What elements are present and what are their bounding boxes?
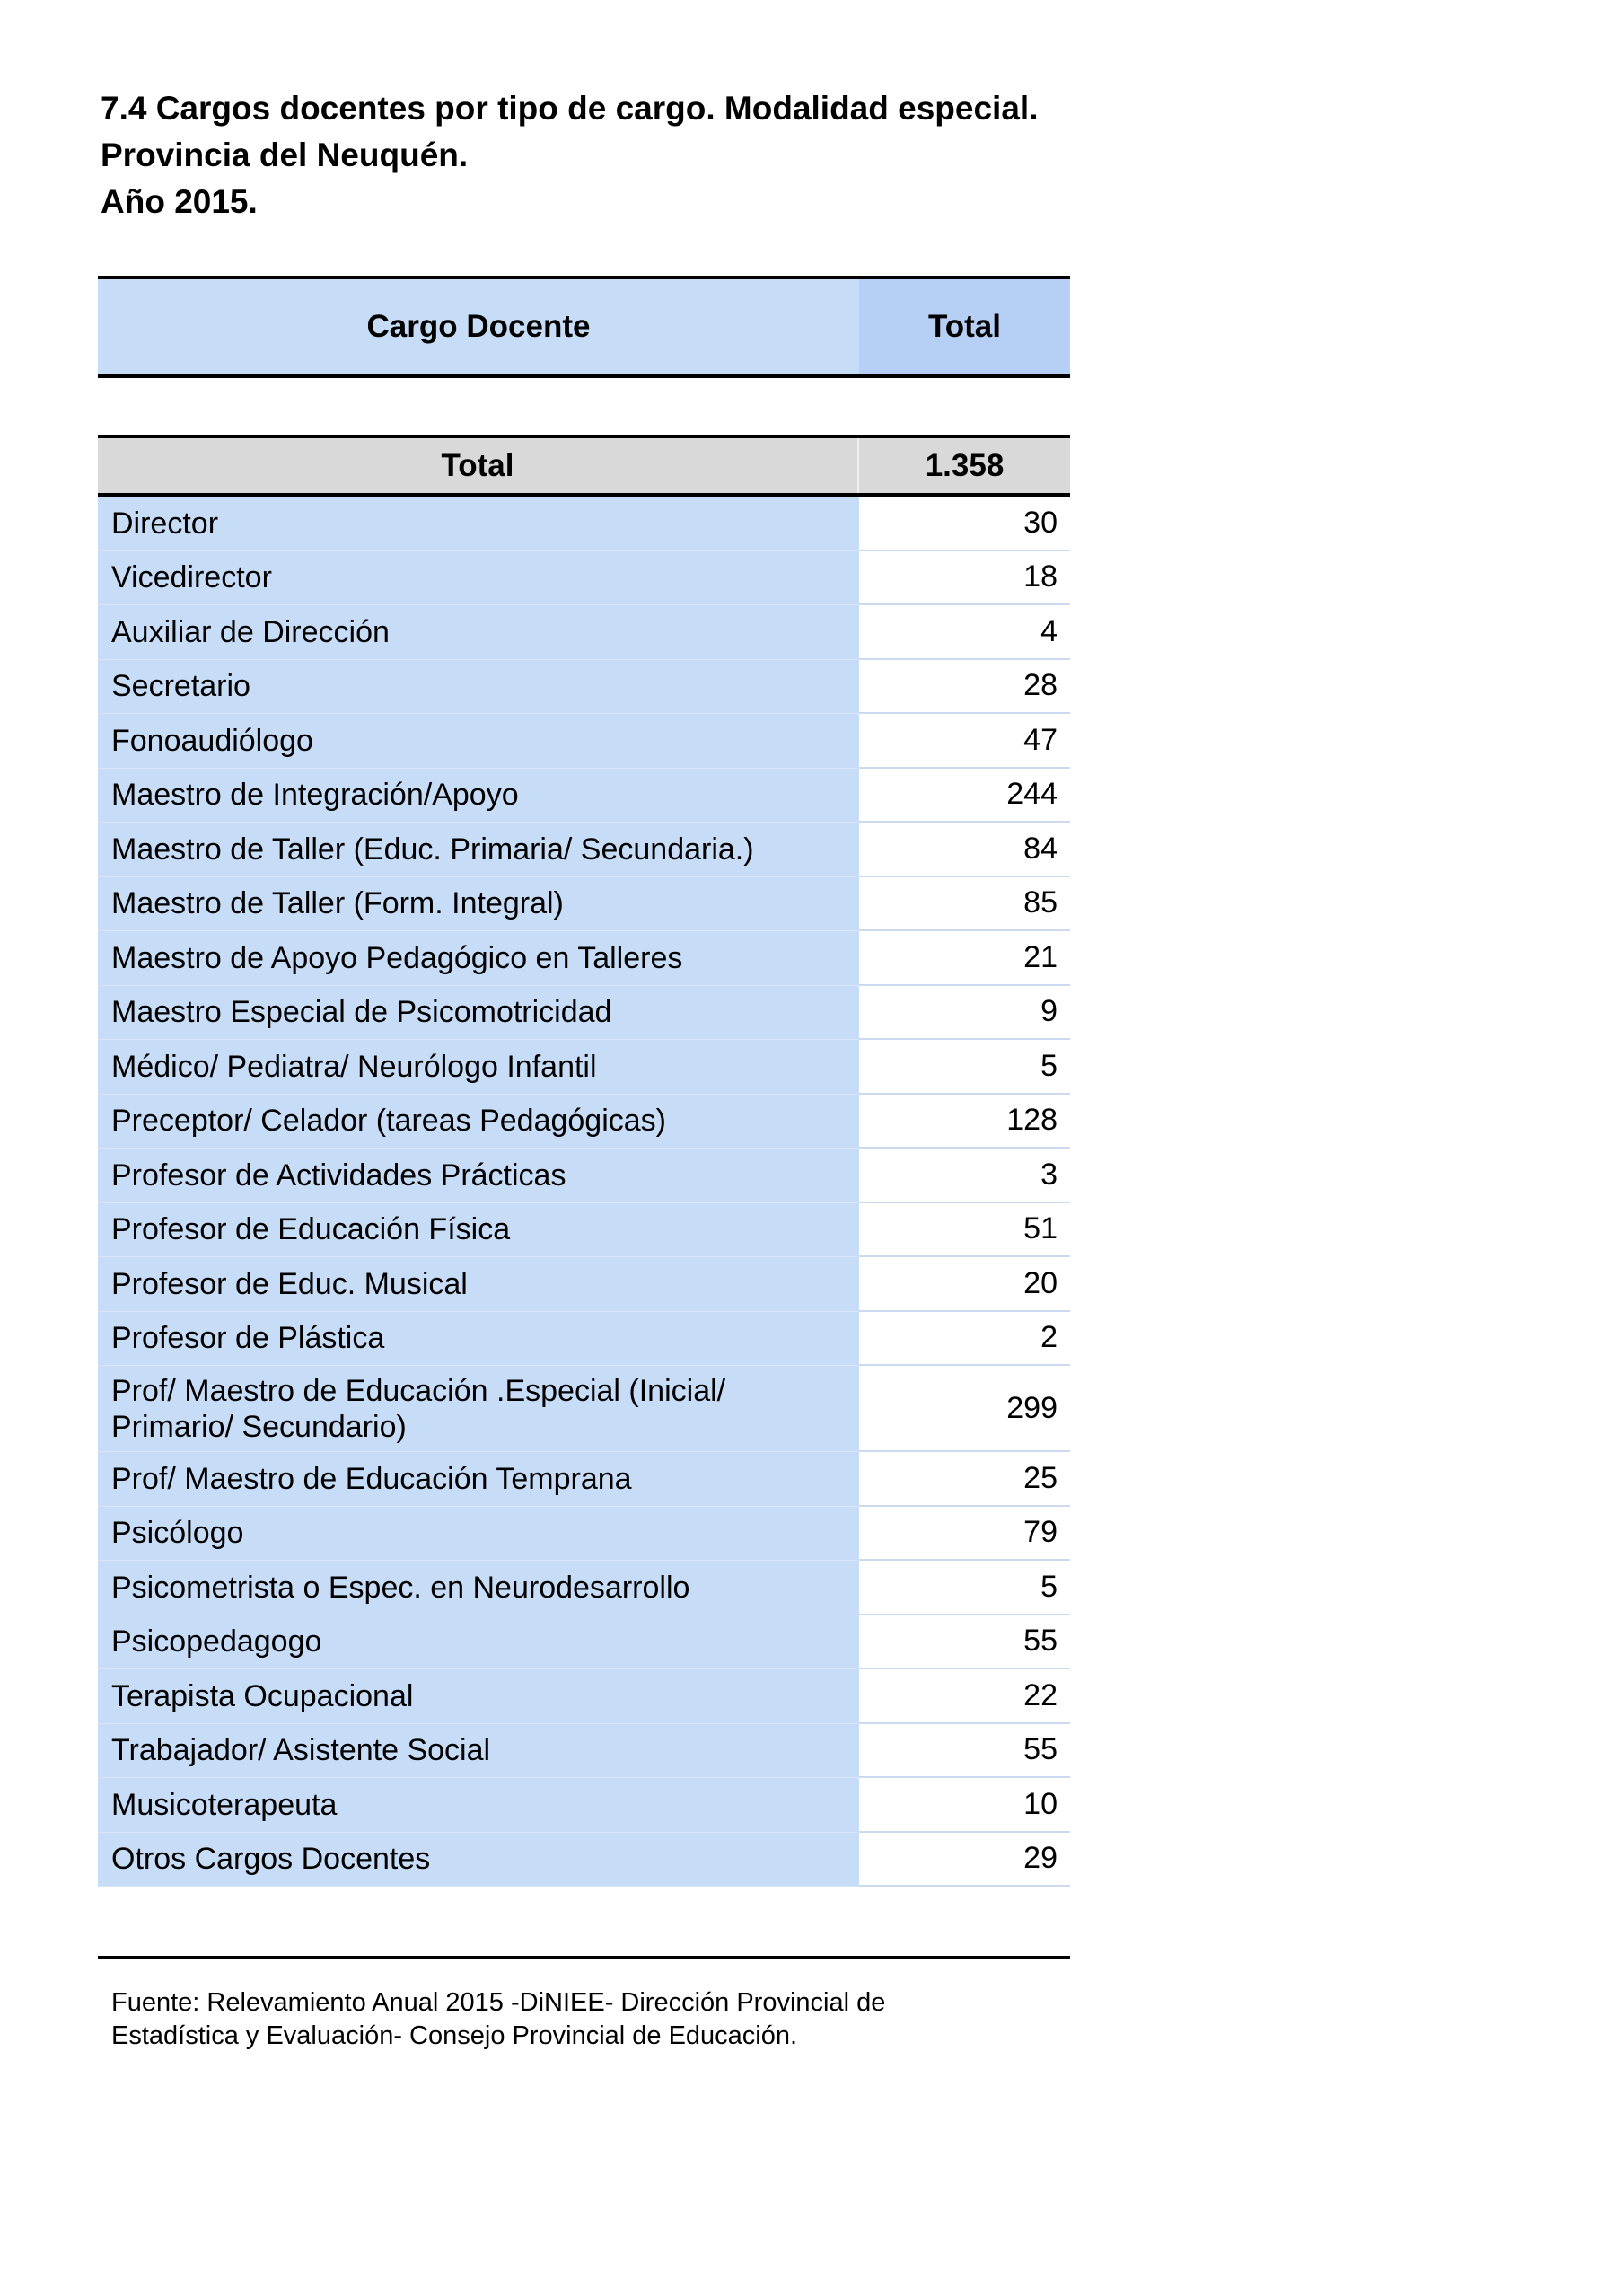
row-label	[98, 823, 859, 877]
row-label-text: Secretario	[111, 669, 250, 704]
row-value: 244	[859, 769, 1070, 823]
table-row	[98, 714, 1070, 769]
row-label-text: Otros Cargos Docentes	[111, 1842, 431, 1877]
row-label	[98, 1778, 859, 1833]
table-row	[98, 1452, 1070, 1507]
row-label-text: Preceptor/ Celador (tareas Pedagógicas)	[111, 1104, 666, 1139]
row-label	[98, 1095, 859, 1149]
header-cargo-docente: Cargo Docente	[98, 279, 859, 374]
table-row	[98, 1561, 1070, 1615]
row-label	[98, 1149, 859, 1203]
row-label-text: Trabajador/ Asistente Social	[111, 1733, 491, 1768]
row-value: 22	[859, 1669, 1070, 1724]
row-label	[98, 551, 859, 606]
row-label-text: Fonoaudiólogo	[111, 723, 313, 758]
row-value: 29	[859, 1833, 1070, 1888]
row-label	[98, 660, 859, 715]
row-label-text: Médico/ Pediatra/ Neurólogo Infantil	[111, 1049, 597, 1084]
row-label	[98, 1452, 859, 1507]
table-row	[98, 1095, 1070, 1149]
row-label	[98, 1507, 859, 1562]
table-row	[98, 1833, 1070, 1888]
table-row	[98, 931, 1070, 986]
row-label	[98, 1257, 859, 1312]
row-label	[98, 986, 859, 1041]
bottom-rule	[98, 1956, 1070, 1959]
total-row	[98, 435, 1070, 497]
source-line-2: Estadística y Evaluación- Consejo Provincial de Educación.	[111, 2021, 798, 2050]
table-row	[98, 551, 1070, 606]
row-value: 5	[859, 1561, 1070, 1615]
table-row	[98, 1669, 1070, 1724]
row-label-text: Profesor de Actividades Prácticas	[111, 1158, 566, 1193]
row-label-text: Psicopedagogo	[111, 1624, 322, 1659]
row-label	[98, 1203, 859, 1258]
row-value: 128	[859, 1095, 1070, 1149]
row-value: 4	[859, 605, 1070, 660]
row-label	[98, 714, 859, 769]
table-body	[98, 497, 1070, 1887]
row-value: 25	[859, 1452, 1070, 1507]
row-label-text: Profesor de Educación Física	[111, 1212, 511, 1247]
row-value: 299	[859, 1366, 1070, 1452]
row-label	[98, 1561, 859, 1615]
data-table	[98, 276, 1070, 1887]
table-row	[98, 1203, 1070, 1258]
table-row	[98, 1507, 1070, 1562]
row-label	[98, 769, 859, 823]
row-label	[98, 931, 859, 986]
row-label-text: Profesor de Plástica	[111, 1321, 385, 1356]
table-row	[98, 877, 1070, 932]
table-row	[98, 1778, 1070, 1833]
table-row	[98, 497, 1070, 551]
row-label	[98, 605, 859, 660]
header-total: Total	[859, 279, 1070, 374]
row-label-text-continued: Primario/ Secundario)	[111, 1409, 407, 1444]
row-label-text: Terapista Ocupacional	[111, 1678, 414, 1713]
row-value: 51	[859, 1203, 1070, 1258]
table-row	[98, 1312, 1070, 1367]
table-row	[98, 1040, 1070, 1095]
row-label-text: Maestro de Integración/Apoyo	[111, 778, 519, 813]
total-label: Total	[98, 438, 859, 493]
row-label-text: Profesor de Educ. Musical	[111, 1266, 468, 1301]
row-label	[98, 1312, 859, 1367]
row-label-text: Maestro de Apoyo Pedagógico en Talleres	[111, 940, 683, 975]
row-value: 28	[859, 660, 1070, 715]
row-label-text: Maestro de Taller (Educ. Primaria/ Secundaria.)	[111, 832, 754, 867]
table-row	[98, 823, 1070, 877]
row-value: 18	[859, 551, 1070, 606]
title-line-3: Año 2015.	[101, 183, 258, 220]
row-value: 5	[859, 1040, 1070, 1095]
row-label	[98, 1615, 859, 1670]
row-label	[98, 497, 859, 551]
row-label-text: Prof/ Maestro de Educación Temprana	[111, 1461, 632, 1496]
row-value: 47	[859, 714, 1070, 769]
row-label-text: Director	[111, 506, 219, 541]
row-label	[98, 1366, 859, 1452]
row-value: 21	[859, 931, 1070, 986]
title-line-1: 7.4 Cargos docentes por tipo de cargo. Modalidad especial.	[101, 90, 1039, 127]
table-row	[98, 1366, 1070, 1452]
source-line-1: Fuente: Relevamiento Anual 2015 -DiNIEE- Dirección Provincial de	[111, 1988, 886, 2017]
table-row	[98, 660, 1070, 715]
header-gap	[98, 378, 1070, 435]
row-label	[98, 877, 859, 932]
row-value: 79	[859, 1507, 1070, 1562]
row-label	[98, 1669, 859, 1724]
row-value: 2	[859, 1312, 1070, 1367]
row-value: 9	[859, 986, 1070, 1041]
row-label	[98, 1724, 859, 1779]
title-line-2: Provincia del Neuquén.	[101, 136, 469, 173]
table-row	[98, 1257, 1070, 1312]
row-label-text: Musicoterapeuta	[111, 1787, 338, 1822]
row-label-text: Maestro Especial de Psicomotricidad	[111, 995, 612, 1030]
table-header	[98, 276, 1070, 378]
table-row	[98, 986, 1070, 1041]
table-row	[98, 1149, 1070, 1203]
row-label-text: Prof/ Maestro de Educación .Especial (Inicial/	[111, 1373, 726, 1408]
table-row	[98, 1724, 1070, 1779]
table-row	[98, 605, 1070, 660]
row-value: 55	[859, 1724, 1070, 1779]
row-label	[98, 1040, 859, 1095]
row-value: 10	[859, 1778, 1070, 1833]
row-label-text: Psicometrista o Espec. en Neurodesarrollo	[111, 1570, 690, 1605]
table-row	[98, 1615, 1070, 1670]
row-value: 20	[859, 1257, 1070, 1312]
row-label-text: Psicólogo	[111, 1516, 244, 1551]
row-value: 3	[859, 1149, 1070, 1203]
page-title	[101, 85, 1268, 225]
row-label-text: Maestro de Taller (Form. Integral)	[111, 886, 564, 921]
row-value: 84	[859, 823, 1070, 877]
row-value: 85	[859, 877, 1070, 932]
row-label-text: Vicedirector	[111, 560, 272, 595]
total-value: 1.358	[925, 447, 1005, 483]
row-value: 30	[859, 497, 1070, 551]
row-label-text: Auxiliar de Dirección	[111, 614, 390, 649]
row-value: 55	[859, 1615, 1070, 1670]
row-label	[98, 1833, 859, 1888]
source-note	[111, 1986, 1081, 2053]
table-row	[98, 769, 1070, 823]
